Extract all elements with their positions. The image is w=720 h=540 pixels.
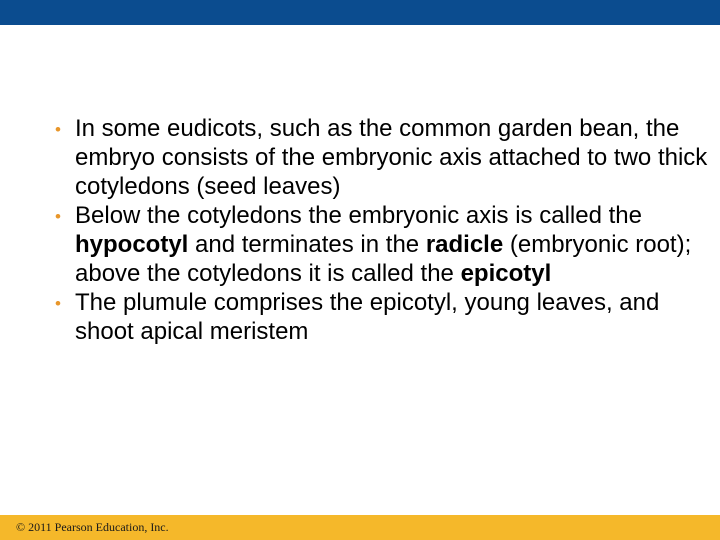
bullet-item-2 (48, 201, 712, 288)
bullet-text (75, 289, 659, 345)
bullet-text-segment: The plumule comprises the epicotyl, young leaves, and shoot apical meristem (75, 289, 660, 345)
bullet-text-segment: Below the cotyledons the embryonic axis is called the (75, 202, 642, 229)
bullet-text (75, 115, 707, 200)
term-hypocotyl: hypocotyl (75, 231, 189, 258)
term-radicle: radicle (425, 231, 504, 258)
term-epicotyl: epicotyl (460, 260, 552, 287)
bullet-list (48, 114, 712, 346)
bullet-text (75, 202, 691, 287)
copyright-notice: © 2011 Pearson Education, Inc. (16, 520, 169, 534)
bullet-marker: • (55, 294, 61, 313)
bullet-marker: • (55, 120, 61, 139)
bullet-item-3 (48, 288, 712, 346)
bullet-text-segment: and terminates in the (188, 231, 426, 258)
bullet-item-1 (48, 114, 712, 201)
header-bar (0, 0, 720, 25)
bullet-text-segment: (embryonic root); above the cotyledons it is called the (75, 231, 692, 287)
bullet-marker: • (55, 207, 61, 226)
bullet-text-segment: In some eudicots, such as the common garden bean, the embryo consists of the embryonic axis attached to two thick cotyledons (seed leaves) (75, 115, 708, 200)
